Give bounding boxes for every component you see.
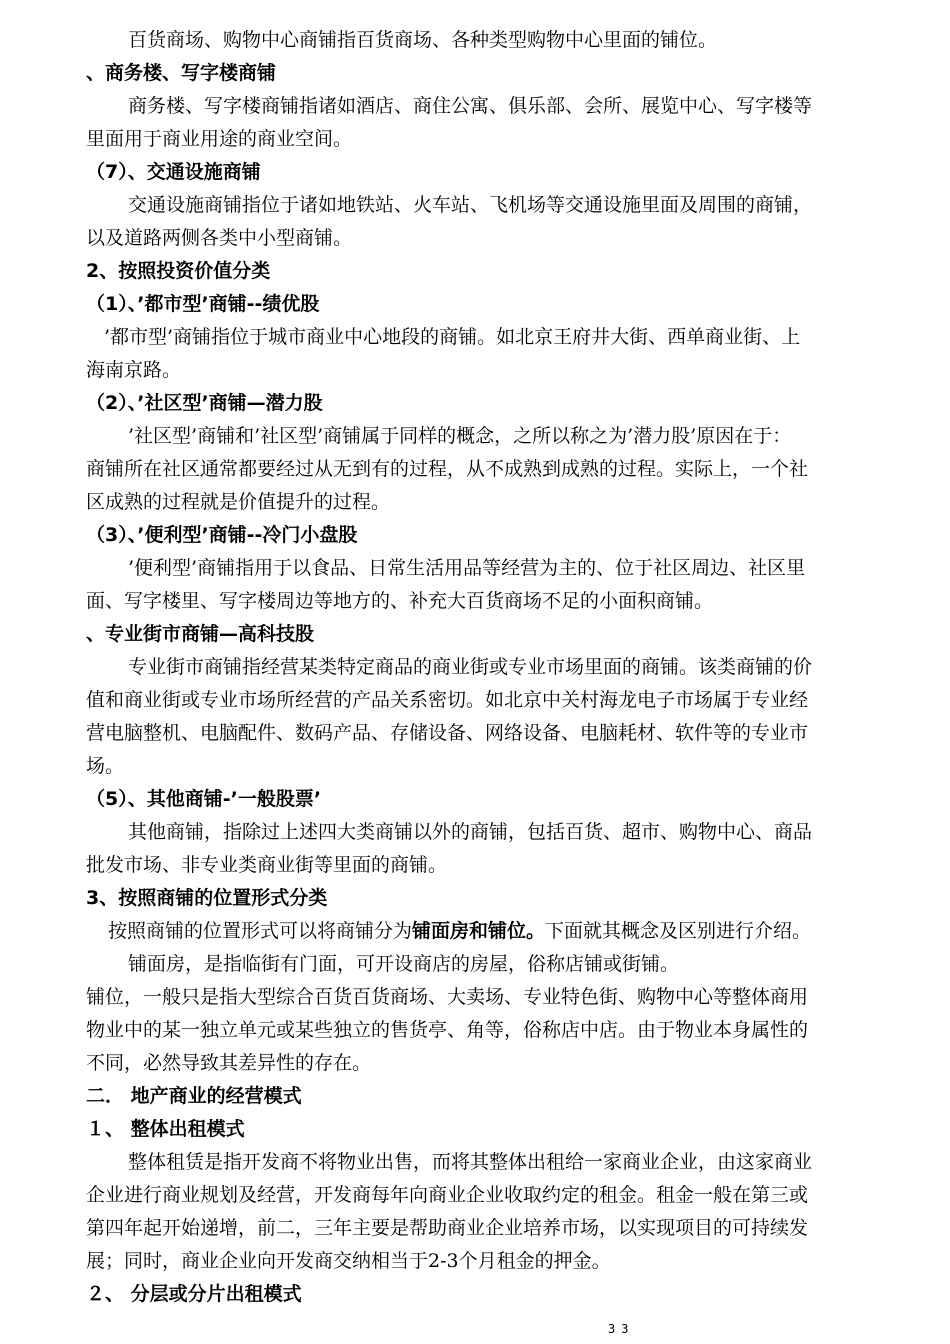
paragraph-line: 商铺所在社区通常都要经过从无到有的过程，从不成熟到成熟的过程。实际上，一个社 <box>86 458 809 480</box>
paragraph-line: 里面用于商业用途的商业空间。 <box>86 128 353 150</box>
mixed-text-after: 下面就其概念及区别进行介绍。 <box>545 920 812 942</box>
paragraph-line: 其他商铺，指除过上述四大类商铺以外的商铺，包括百货、超市、购物中心、商品 <box>128 821 813 843</box>
paragraph-line: 海南京路。 <box>86 359 182 381</box>
paragraph-line: 商务楼、写字楼商铺指诸如酒店、商住公寓、俱乐部、会所、展览中心、写字楼等 <box>128 95 813 117</box>
paragraph-line: 场。 <box>86 755 125 777</box>
section-heading: （7）、交通设施商铺 <box>86 161 261 183</box>
paragraph-line: 不同，必然导致其差异性的存在。 <box>86 1052 372 1074</box>
section-heading: （5）、其他商铺-’一般股票’ <box>86 788 322 810</box>
paragraph-line: ’都市型’商铺指位于城市商业中心地段的商铺。如北京王府井大街、西单商业街、上 <box>104 326 801 348</box>
paragraph-line: 以及道路两侧各类中小型商铺。 <box>86 227 353 249</box>
section-heading: 、专业街市商铺—高科技股 <box>86 623 315 645</box>
paragraph-line: 铺位，一般只是指大型综合百货百货商场、大卖场、专业特色街、购物中心等整体商用 <box>86 986 809 1008</box>
section-heading: ２、 分层或分片出租模式 <box>86 1283 302 1305</box>
paragraph-line: 展；同时，商业企业向开发商交纳相当于2-3个月租金的押金。 <box>86 1250 611 1272</box>
section-heading: （1）、’都市型’商铺--绩优股 <box>86 293 320 315</box>
paragraph-line: 交通设施商铺指位于诸如地铁站、火车站、飞机场等交通设施里面及周围的商铺， <box>128 194 813 216</box>
paragraph-line: 面、写字楼里、写字楼周边等地方的、补充大百货商场不足的小面积商铺。 <box>86 590 714 612</box>
section-heading: （2）、’社区型’商铺—潜力股 <box>86 392 323 414</box>
paragraph-line: 物业中的某一独立单元或某些独立的售货亭、角等，俗称店中店。由于物业本身属性的 <box>86 1019 809 1041</box>
paragraph-line-mixed <box>108 915 898 948</box>
paragraph-line: 整体租赁是指开发商不将物业出售，而将其整体出租给一家商业企业，由这家商业 <box>128 1151 813 1173</box>
page-number: 33 <box>608 1322 635 1336</box>
mixed-text-bold: 铺面房和铺位。 <box>412 920 546 942</box>
paragraph-line: 铺面房，是指临街有门面，可开设商店的房屋，俗称店铺或街铺。 <box>128 953 680 975</box>
mixed-text-before: 按照商铺的位置形式可以将商铺分为 <box>108 920 413 942</box>
section-heading: 2、按照投资价值分类 <box>86 260 271 282</box>
chapter-heading: 二． 地产商业的经营模式 <box>86 1085 302 1107</box>
paragraph-line: ’便利型’商铺指用于以食品、日常生活用品等经营为主的、位于社区周边、社区里 <box>128 557 806 579</box>
paragraph-line: 区成熟的过程就是价值提升的过程。 <box>86 491 391 513</box>
section-heading: 3、按照商铺的位置形式分类 <box>86 887 328 909</box>
paragraph-line: 百货商场、购物中心商铺指百货商场、各种类型购物中心里面的铺位。 <box>128 29 718 51</box>
paragraph-line: 值和商业街或专业市场所经营的产品关系密切。如北京中关村海龙电子市场属于专业经 <box>86 689 809 711</box>
paragraph-line: ’社区型’商铺和’社区型’商铺属于同样的概念，之所以称之为’潜力股’原因在于： <box>128 425 792 447</box>
paragraph-line: 营电脑整机、电脑配件、数码产品、存储设备、网络设备、电脑耗材、软件等的专业市 <box>86 722 809 744</box>
paragraph-line: 批发市场、非专业类商业街等里面的商铺。 <box>86 854 448 876</box>
section-heading: 、商务楼、写字楼商铺 <box>86 62 277 84</box>
paragraph-line: 企业进行商业规划及经营，开发商每年向商业企业收取约定的租金。租金一般在第三或 <box>86 1184 809 1206</box>
paragraph-line: 第四年起开始递增，前二，三年主要是帮助商业企业培养市场，以实现项目的可持续发 <box>86 1217 809 1239</box>
section-heading: １、 整体出租模式 <box>86 1118 245 1140</box>
paragraph-line: 专业街市商铺指经营某类特定商品的商业街或专业市场里面的商铺。该类商铺的价 <box>128 656 813 678</box>
section-heading: （3）、’便利型’商铺--冷门小盘股 <box>86 524 358 546</box>
